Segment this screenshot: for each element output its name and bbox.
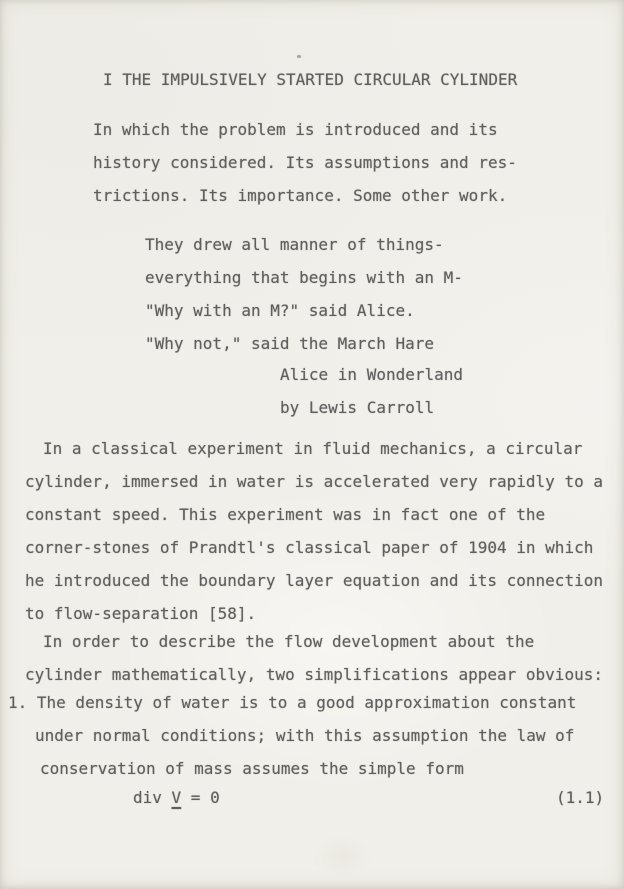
attribution-work: Alice in Wonderland	[280, 365, 464, 384]
equation-rhs: = 0	[181, 788, 220, 807]
equation-variable: V	[171, 788, 182, 807]
equation	[133, 781, 220, 814]
chapter-title: I THE IMPULSIVELY STARTED CIRCULAR CYLINDER	[103, 70, 518, 89]
body-paragraph-2	[25, 625, 603, 691]
abstract-line: history considered. Its assumptions and res-	[93, 153, 517, 172]
attribution-author: by Lewis Carroll	[280, 398, 435, 417]
numbered-item-line: 1. The density of water is to a good approximation constant	[8, 693, 577, 712]
poem-line: "Why with an M?" said Alice.	[145, 301, 415, 320]
numbered-item-1	[8, 686, 576, 785]
paragraph-line: In a classical experiment in fluid mechanics, a circular	[43, 439, 583, 458]
paper-smudge	[312, 836, 372, 878]
paragraph-line: constant speed. This experiment was in fact one of the	[25, 505, 546, 524]
paragraph-line: corner-stones of Prandtl's classical paper of 1904 in which	[25, 538, 594, 557]
abstract-line: In which the problem is introduced and its	[93, 120, 498, 139]
abstract-line: trictions. Its importance. Some other work.	[93, 186, 508, 205]
equation-operator: div	[133, 788, 172, 807]
numbered-item-line: under normal conditions; with this assumption the law of	[35, 726, 575, 745]
poem-line: "Why not," said the March Hare	[145, 334, 434, 353]
numbered-item-line: conservation of mass assumes the simple form	[40, 759, 464, 778]
epigraph-poem	[145, 228, 463, 360]
poem-line: They drew all manner of things-	[145, 235, 444, 254]
paragraph-line: to flow-separation [58].	[25, 604, 257, 623]
paragraph-line: In order to describe the flow development about the	[43, 632, 535, 651]
ink-speck	[297, 55, 301, 58]
chapter-title-block	[103, 63, 517, 96]
paragraph-line: cylinder, immersed in water is accelerated very rapidly to a	[25, 472, 603, 491]
poem-line: everything that begins with an M-	[145, 268, 463, 287]
chapter-abstract	[93, 113, 517, 212]
epigraph-attribution	[280, 358, 463, 424]
equation-number: (1.1)	[556, 788, 605, 807]
paragraph-line: he introduced the boundary layer equation and its connection	[25, 571, 603, 590]
paragraph-line: cylinder mathematically, two simplifications appear obvious:	[25, 665, 603, 684]
body-paragraph-1	[25, 432, 603, 630]
